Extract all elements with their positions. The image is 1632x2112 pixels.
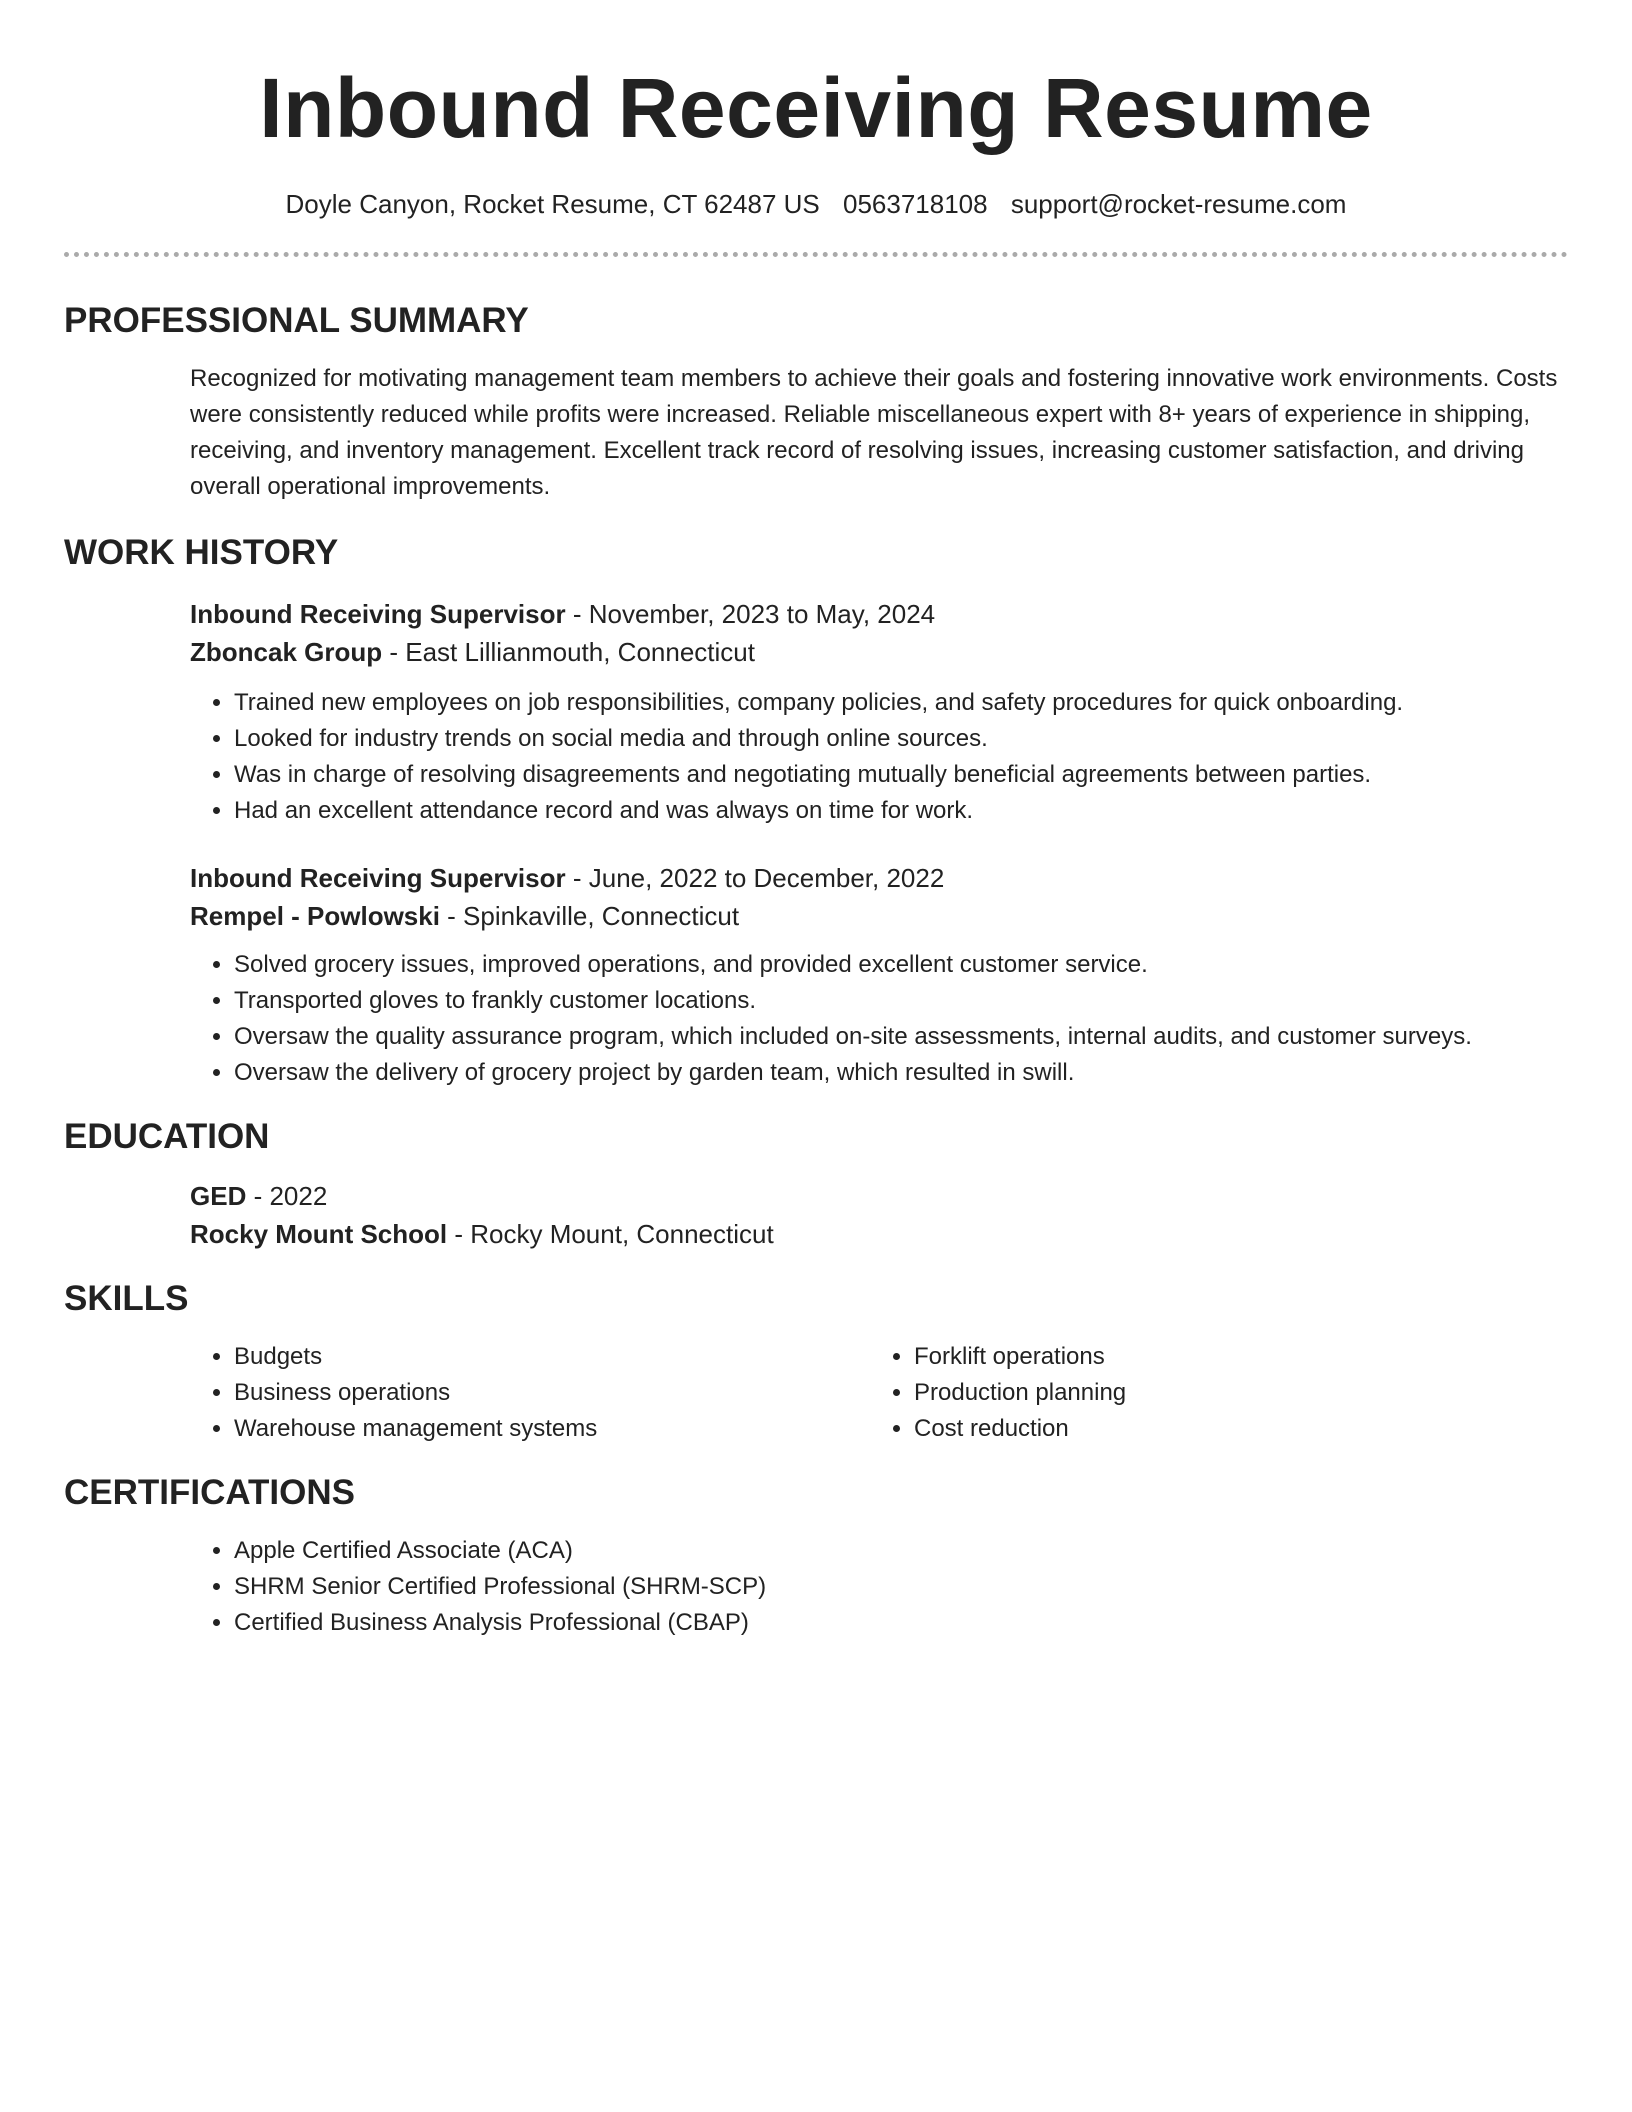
summary-text: Recognized for motivating management team members to achieve their goals and fostering innovative work environments. Costs were consistently reduced while profits were increased. Reliable miscellaneous expert with 8+ years of experience in shipping, receiving, and inventory management. Excellent track record of resolving issues, increasing customer satisfaction, and driving overall operational improvements. (190, 365, 1558, 500)
education-heading: EDUCATION (64, 1117, 270, 1156)
education-location: - Rocky Mount, Connecticut (447, 1219, 774, 1249)
job-bullet: • Transported gloves to frankly customer locations. (234, 983, 1568, 1019)
skill-item: • Forklift operations (914, 1339, 1550, 1375)
certification-item: • Apple Certified Associate (ACA) (234, 1533, 1568, 1569)
skill-item: • Warehouse management systems (234, 1411, 870, 1447)
job-dates: - June, 2022 to December, 2022 (565, 863, 945, 893)
certifications-heading: CERTIFICATIONS (64, 1473, 356, 1512)
education-school-line (190, 1215, 1568, 1253)
skills-heading: SKILLS (64, 1279, 189, 1318)
work-history-heading: WORK HISTORY (64, 533, 339, 572)
skills-bullets (190, 1339, 870, 1447)
certifications-list (190, 1533, 1568, 1641)
education-entry (190, 1177, 1568, 1253)
job-bullet: • Had an excellent attendance record and was always on time for work. (234, 793, 1568, 829)
job-bullet: • Oversaw the quality assurance program, which included on-site assessments, internal audits, and customer surveys. (234, 1019, 1568, 1055)
contact-address: Doyle Canyon, Rocket Resume, CT 62487 US (285, 189, 820, 219)
job-bullets (190, 947, 1568, 1091)
job-bullets (190, 685, 1568, 829)
education-year: - 2022 (246, 1181, 328, 1211)
job-title: Inbound Receiving Supervisor (190, 599, 566, 629)
education-degree: GED (190, 1181, 247, 1211)
skills-list (190, 1339, 1568, 1447)
resume-title: Inbound Receiving Resume (259, 61, 1373, 155)
contact-line (64, 186, 1568, 222)
skill-item: • Production planning (914, 1375, 1550, 1411)
skills-column-right (870, 1339, 1550, 1447)
job-bullet: • Solved grocery issues, improved operations, and provided excellent customer service. (234, 947, 1568, 983)
summary-heading: PROFESSIONAL SUMMARY (64, 301, 529, 340)
job-company-line (190, 633, 1568, 671)
skill-item: • Business operations (234, 1375, 870, 1411)
job-bullet: • Was in charge of resolving disagreements and negotiating mutually beneficial agreements between parties. (234, 757, 1568, 793)
job-title-line (190, 595, 1568, 633)
skill-item: • Cost reduction (914, 1411, 1550, 1447)
job-bullet: • Trained new employees on job responsibilities, company policies, and safety procedures for quick onboarding. (234, 685, 1568, 721)
certification-bullets (190, 1533, 1568, 1641)
job-entry (190, 595, 1568, 829)
job-title: Inbound Receiving Supervisor (190, 863, 566, 893)
job-bullet: • Oversaw the delivery of grocery project by garden team, which resulted in swill. (234, 1055, 1568, 1091)
contact-phone: 0563718108 (842, 189, 988, 219)
job-company: Zboncak Group (190, 637, 383, 667)
job-company-line (190, 897, 1568, 935)
contact-email[interactable]: support@rocket-resume.com (1010, 189, 1347, 219)
header-divider (64, 252, 1568, 257)
job-bullet: • Looked for industry trends on social media and through online sources. (234, 721, 1568, 757)
job-company: Rempel - Powlowski (190, 901, 440, 931)
skills-column-left (190, 1339, 870, 1447)
job-title-line (190, 859, 1568, 897)
education-degree-line (190, 1177, 1568, 1215)
job-entry (190, 859, 1568, 1091)
summary-section (190, 361, 1568, 505)
certification-item: • Certified Business Analysis Professional (CBAP) (234, 1605, 1568, 1641)
skills-bullets (870, 1339, 1550, 1447)
certification-item: • SHRM Senior Certified Professional (SHRM-SCP) (234, 1569, 1568, 1605)
job-dates: - November, 2023 to May, 2024 (565, 599, 936, 629)
job-location: - Spinkaville, Connecticut (439, 901, 740, 931)
skill-item: • Budgets (234, 1339, 870, 1375)
education-school: Rocky Mount School (190, 1219, 448, 1249)
job-location: - East Lillianmouth, Connecticut (382, 637, 755, 667)
